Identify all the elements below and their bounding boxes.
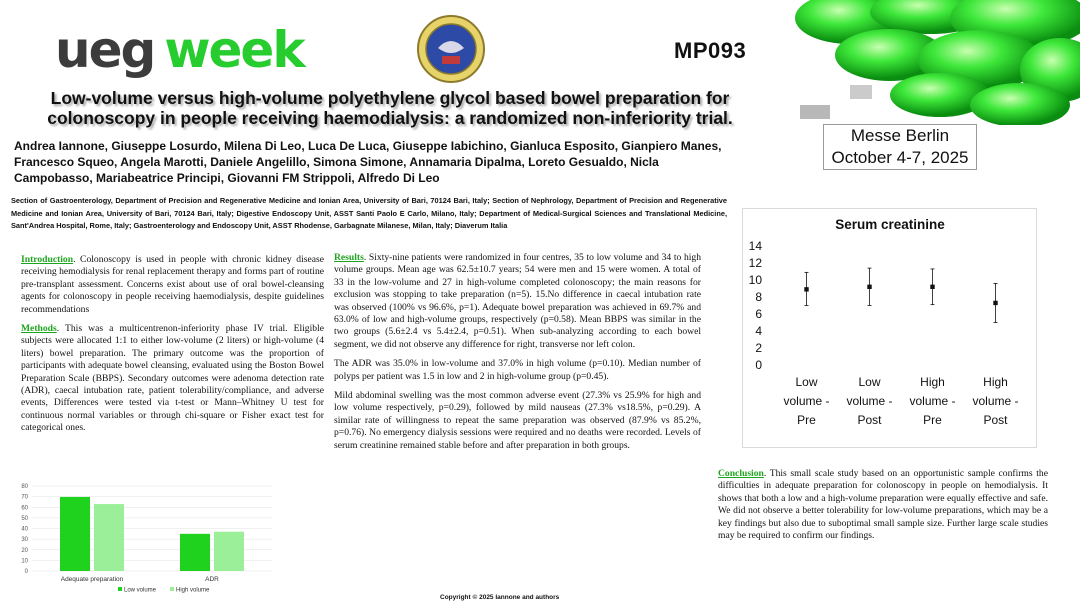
x-tick-line: High	[920, 375, 945, 389]
left-column	[21, 254, 324, 442]
y-tick-label: 8	[755, 290, 762, 304]
y-tick-label: 0	[755, 358, 762, 372]
results-section	[334, 252, 701, 351]
author-list: Andrea Iannone, Giuseppe Losurdo, Milena Di Leo, Luca De Luca, Giuseppe Iabichino, Gianluca Esposito, Gianpiero Manes, Francesco Squeo, Angela Marotti, Daniele Angelillo, Simona Simone, Annamaria Dipalma, Loreto Gesualdo, Nicla Campobasso, Mariabeatrice Principi, Giovanni FM Strippoli, Alfredo Di Leo	[14, 139, 722, 185]
venue-box	[823, 124, 977, 170]
legend-label: Low volume	[124, 587, 157, 594]
venue-location: Messe Berlin	[850, 126, 950, 145]
serum-creatinine-chart	[742, 208, 1037, 448]
legend-label: High volume	[176, 587, 210, 594]
y-tick-label: 10	[748, 273, 762, 287]
bar-1-0	[94, 504, 124, 571]
y-tick-label: 2	[755, 341, 762, 355]
bar-chart-outcomes	[10, 478, 280, 600]
x-tick-line: Low	[858, 375, 881, 389]
x-tick-line: Pre	[797, 413, 816, 427]
results-text-2: The ADR was 35.0% in low-volume and 37.0% in high volume (p=0.10). Median number of polyps per patient was 1.5 in low and 2 in high-volume group (p=0.45).	[334, 358, 701, 382]
methods-heading: Methods	[21, 323, 57, 335]
bar-1-1	[214, 532, 244, 571]
x-tick-line: Pre	[923, 413, 942, 427]
y-tick-label: 6	[755, 307, 762, 321]
x-tick-line: volume -	[909, 394, 956, 408]
y-tick-label: 14	[748, 239, 762, 253]
data-point	[867, 285, 871, 289]
x-tick-line: Low	[795, 375, 818, 389]
y-tick-label: 20	[21, 547, 28, 554]
ueg-week-logo: ueg week	[55, 21, 304, 79]
y-tick-label: 4	[755, 324, 762, 338]
conclusion-text: . This small scale study based on an opportunistic sample confirms the difficulties in adequate preparation for colonoscopy in people on hemodialysis. It shows that both a low and a high-volume preparation were equally effective and safe. We did not observe a better tolerability for low-volume preparations, which may be a key findings but also due to suboptimal small sample size. Further large scale studies may be required to confirm our findings.	[718, 468, 1048, 542]
introduction-section	[21, 254, 324, 316]
y-tick-label: 30	[21, 537, 28, 544]
y-tick-label: 40	[21, 526, 28, 533]
results-heading: Results	[334, 252, 364, 263]
y-tick-label: 50	[21, 515, 28, 522]
x-tick-line: volume -	[972, 394, 1019, 408]
y-tick-label: 10	[21, 558, 28, 565]
bar-0-1	[180, 534, 210, 571]
y-tick-label: 12	[748, 256, 762, 270]
copyright-note: Copyright © 2025 Iannone and authors	[440, 594, 560, 601]
conclusion-section	[718, 468, 1048, 542]
introduction-heading: Introduction	[21, 254, 74, 265]
results-text-3: Mild abdominal swelling was the most common adverse event (27.3% vs 25.9% for high and low volume respectively, p=0.29), followed by mild nauseas (27.3% vs18.5%, p=0.29). A similar rate of willingness to repeat the same preparation was observed (87.9% vs 85.2%, p=0.76). No emergency dialysis sessions were required and no deaths were recorded. Levels of serum creatinine remained stable before and after preparation in both groups.	[334, 390, 701, 451]
y-tick-label: 0	[24, 569, 28, 575]
x-tick-label: ADR	[205, 576, 219, 583]
decorative-gut-graphic	[780, 0, 1080, 125]
x-tick-line: volume -	[846, 394, 893, 408]
conclusion-column	[718, 468, 1048, 549]
introduction-text: . Colonoscopy is used in people with chronic kidney disease receiving hemodialysis for renal replacement therapy and forms part of routine pre-transplant assessment. Concerns exist about use of oral bowel-cleansing agents for colonoscopy in people receiving haemodialysis, despite guidelines recommendations	[21, 254, 324, 315]
y-tick-label: 60	[21, 505, 28, 512]
chart-title: Serum creatinine	[835, 217, 945, 232]
conclusion-heading: Conclusion	[718, 468, 764, 479]
y-tick-label: 80	[21, 484, 28, 490]
legend-swatch	[170, 587, 174, 591]
x-tick-line: Post	[857, 413, 882, 427]
data-point	[930, 285, 934, 289]
x-tick-line: volume -	[783, 394, 830, 408]
chart-frame	[743, 209, 1037, 448]
x-tick-line: Post	[983, 413, 1008, 427]
x-tick-line: High	[983, 375, 1008, 389]
y-tick-label: 70	[21, 494, 28, 501]
middle-column	[334, 252, 701, 459]
data-point	[993, 301, 997, 305]
university-seal-icon	[416, 14, 486, 84]
methods-section	[21, 323, 324, 435]
affiliations: Section of Gastroenterology, Department of Precision and Regenerative Medicine and Ionian Area, University of Bari, 70124 Bari, Italy; Section of Nephrology, Department of Precision and Regenerative Medicine and Ionian Area, University of Bari, 70124 Bari, Italy; Digestive Endoscopy Unit, ASST Santi Paolo E Carlo, Milano, Italy; Department of Medical-Surgical Sciences and Translational Medicine, Sant'Andrea Hospital, Rome, Italy; Gastroenterology and Endoscopy Unit, ASST Rhodense, Garbagnate Milanese, Milan, Italy; Diaverum Italia	[11, 196, 727, 230]
bar-0-0	[60, 497, 90, 571]
venue-dates: October 4-7, 2025	[831, 148, 969, 167]
data-point	[804, 287, 808, 291]
legend-swatch	[118, 587, 122, 591]
x-tick-label: Adequate preparation	[60, 576, 124, 583]
poster-code: MP093	[674, 38, 747, 63]
poster-title: Low-volume versus high-volume polyethylene glycol based bowel preparation for colonoscopy in people receiving haemodialysis: a randomized non-inferiority trial.	[47, 88, 733, 128]
methods-text: . This was a multicentrenon-inferiority phase IV trial. Eligible subjects were allocated 1:1 to either low-volume (2 liters) or high-volume (4 liters) bowel preparation. The primary outcome was the proportion of participants with adequate bowel cleansing, evaluated using the Boston Bowel Preparation Scale (BBPS). Secondary outcomes were adenoma detection rate (ADR), caecal intubation rate, patient tolerability/compliance, and adverse events, Differences were tested via t-test or Mann–Whitney U test for continuous normal variables or through chi-square or Fisher exact test for categorical ones.	[21, 323, 324, 434]
results-text-1: . Sixty-nine patients were randomized in four centres, 35 to low volume and 34 to high volume groups. Mean age was 62.5±10.7 years; 54 were men and 15 were women. A total of 33 in the low-volume and 27 in high-volume completed colonoscopy; the main reasons for exclusion was stopping to take preparation (n=5). 15.No difference in caecal intubation rate was observed (100% vs 96.6%, p=1). Adequate bowel preparation was achieved in 69.7% and 63.0% of low and high-volume groups, respectively (p=0.58). Mean BBPS was similar in the two groups (5.6±2.4 vs 5.4±2.4, p=0.51). When sub-analyzing according to each bowel segment, we did not observe any difference for right, transverse nor left colon.	[334, 252, 701, 350]
